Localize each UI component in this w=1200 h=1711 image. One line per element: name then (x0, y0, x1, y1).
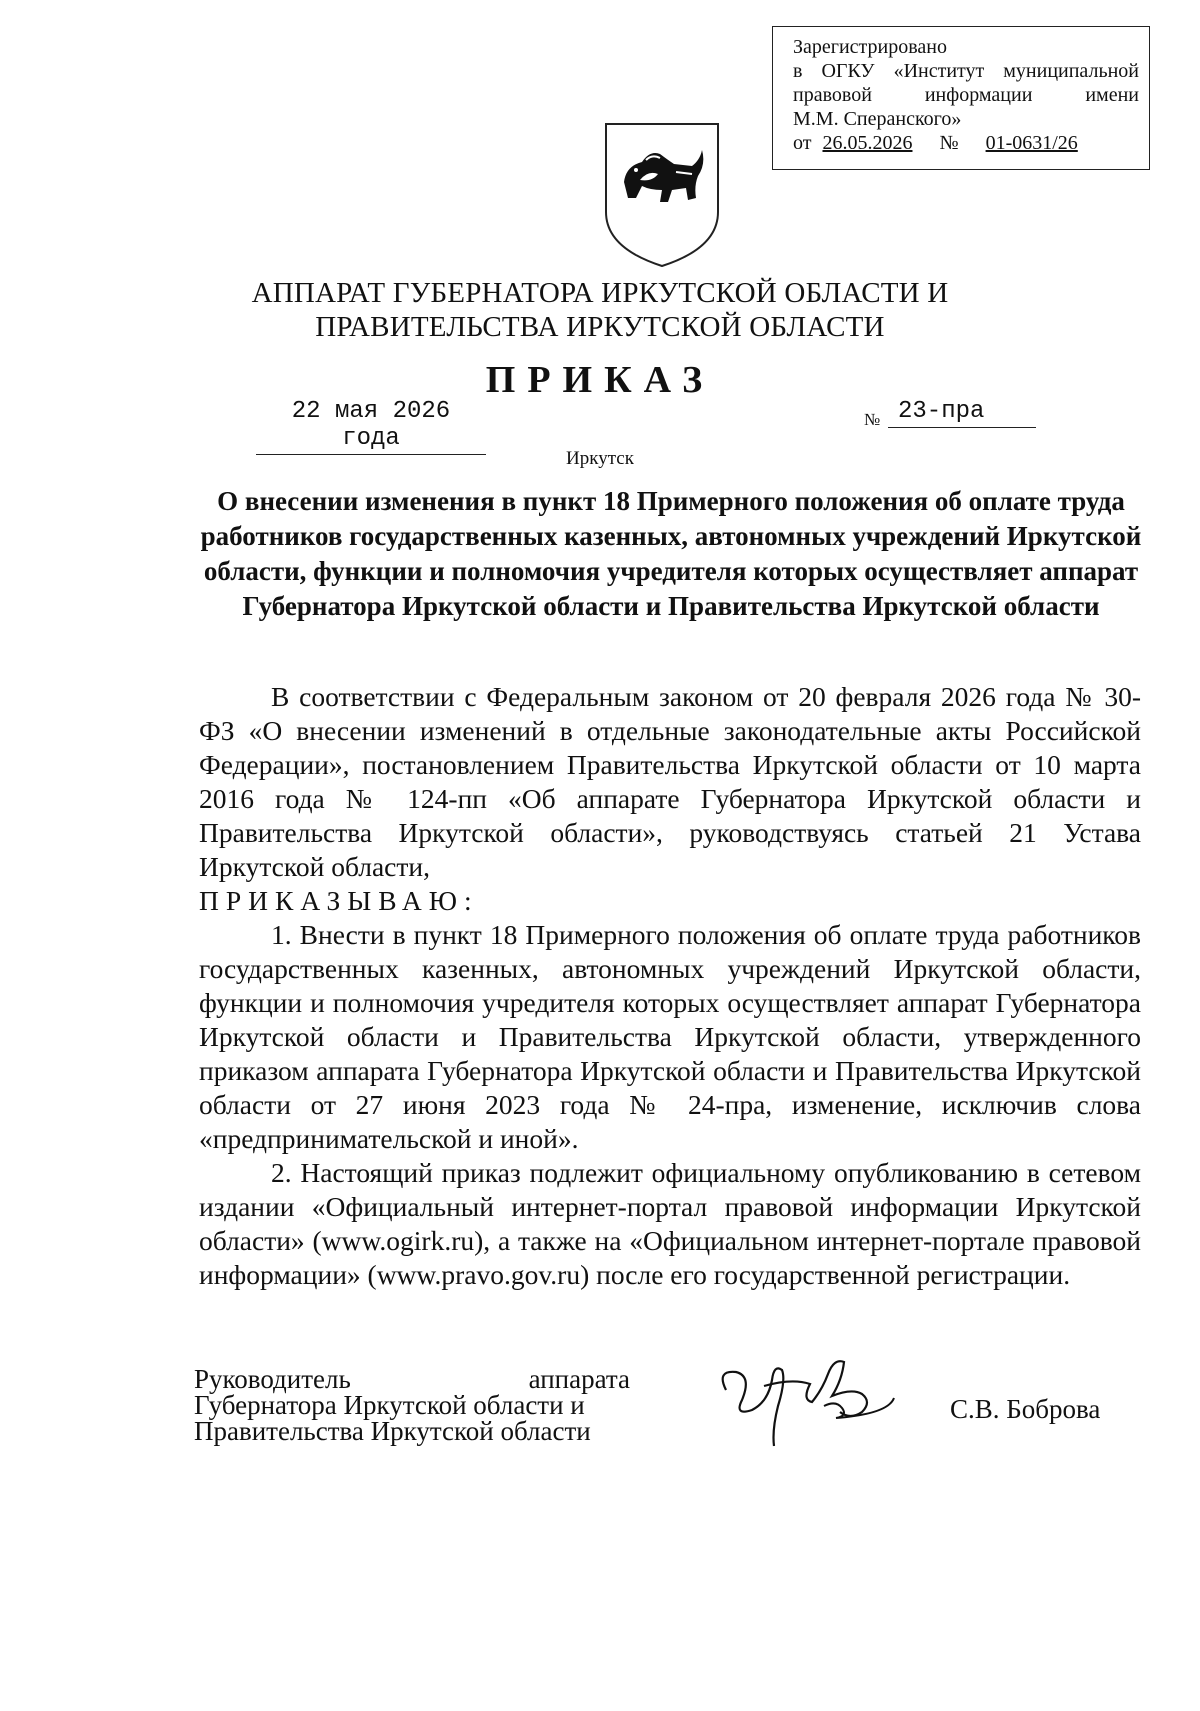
registration-number-prefix: № (939, 132, 959, 154)
document-type: ПРИКАЗ (485, 359, 715, 401)
registration-date-line (793, 131, 1139, 155)
decree-word: ПРИКАЗЫВАЮ: (199, 885, 479, 916)
signatory-position-line-3: Правительства Иркутской области (194, 1416, 591, 1446)
preamble-paragraph: В соответствии с Федеральным законом от 20 февраля 2026 года № 30-ФЗ «О внесении изменений в отдельные законодательные акты Российской Федерации», постановлением Правительства Иркутской области от 10 марта 2016 года № 124-пп «Об аппарате Губернатора Иркутской области и Правительства Иркутской области», руководствуясь статьей 21 Устава Иркутской области, (199, 681, 1141, 882)
item-1-paragraph: 1. Внести в пункт 18 Примерного положения об оплате труда работников государственных казенных, автономных учреждений Иркутской области, функции и полномочия учредителя которых осуществляет аппарат Губернатора Иркутской области и Правительства Иркутской области, утвержденного приказом аппарата Губернатора Иркутской области и Правительства Иркутской области от 27 июня 2023 года № 24-пра, изменение, исключив слова «предпринимательской и иной». (199, 919, 1141, 1154)
handwritten-signature-icon (712, 1350, 902, 1450)
document-title: О внесении изменения в пункт 18 Примерного положения об оплате труда работников государственных казенных, автономных учреждений Иркутской области, функции и полномочия учредителя которых осуществляет аппарат Губернатора Иркутской области и Правительства Иркутской области (200, 486, 1142, 621)
order-number-sign: № (864, 410, 881, 429)
order-number: 23-пра (888, 398, 1036, 428)
signatory-position-line-1: Руководитель аппарата (194, 1364, 630, 1394)
registration-line-2: в ОГКУ «Институт муниципальной (793, 60, 1139, 82)
registration-line-1: Зарегистрировано (793, 36, 948, 58)
organization-line-2: ПРАВИТЕЛЬСТВА ИРКУТСКОЙ ОБЛАСТИ (315, 311, 885, 343)
registration-line-4: М.М. Сперанского» (793, 108, 962, 130)
signatory-name: С.В. Боброва (950, 1394, 1101, 1424)
organization-line-1: АППАРАТ ГУБЕРНАТОРА ИРКУТСКОЙ ОБЛАСТИ И (251, 277, 949, 309)
registration-stamp (772, 26, 1150, 170)
city: Иркутск (566, 448, 634, 469)
signatory-position (194, 1366, 630, 1444)
registration-date-prefix: от (793, 132, 812, 154)
organization-heading (0, 276, 1200, 344)
document-body (199, 680, 1141, 1292)
registration-number: 01-0631/26 (985, 132, 1078, 154)
signatory-position-line-2: Губернатора Иркутской области и (194, 1390, 585, 1420)
item-2-paragraph: 2. Настоящий приказ подлежит официальному опубликованию в сетевом издании «Официальный интернет-портал правовой информации Иркутской области» (www.ogirk.ru), а также на «Официальном интернет-портале правовой информации» (www.pravo.gov.ru) после его государственной регистрации. (199, 1157, 1141, 1290)
order-date: 22 мая 2026 года (256, 398, 486, 455)
registration-date: 26.05.2026 (822, 132, 913, 154)
registration-line-3: правовой информации имени (793, 84, 1139, 106)
irkutsk-coat-of-arms-icon (602, 120, 722, 270)
